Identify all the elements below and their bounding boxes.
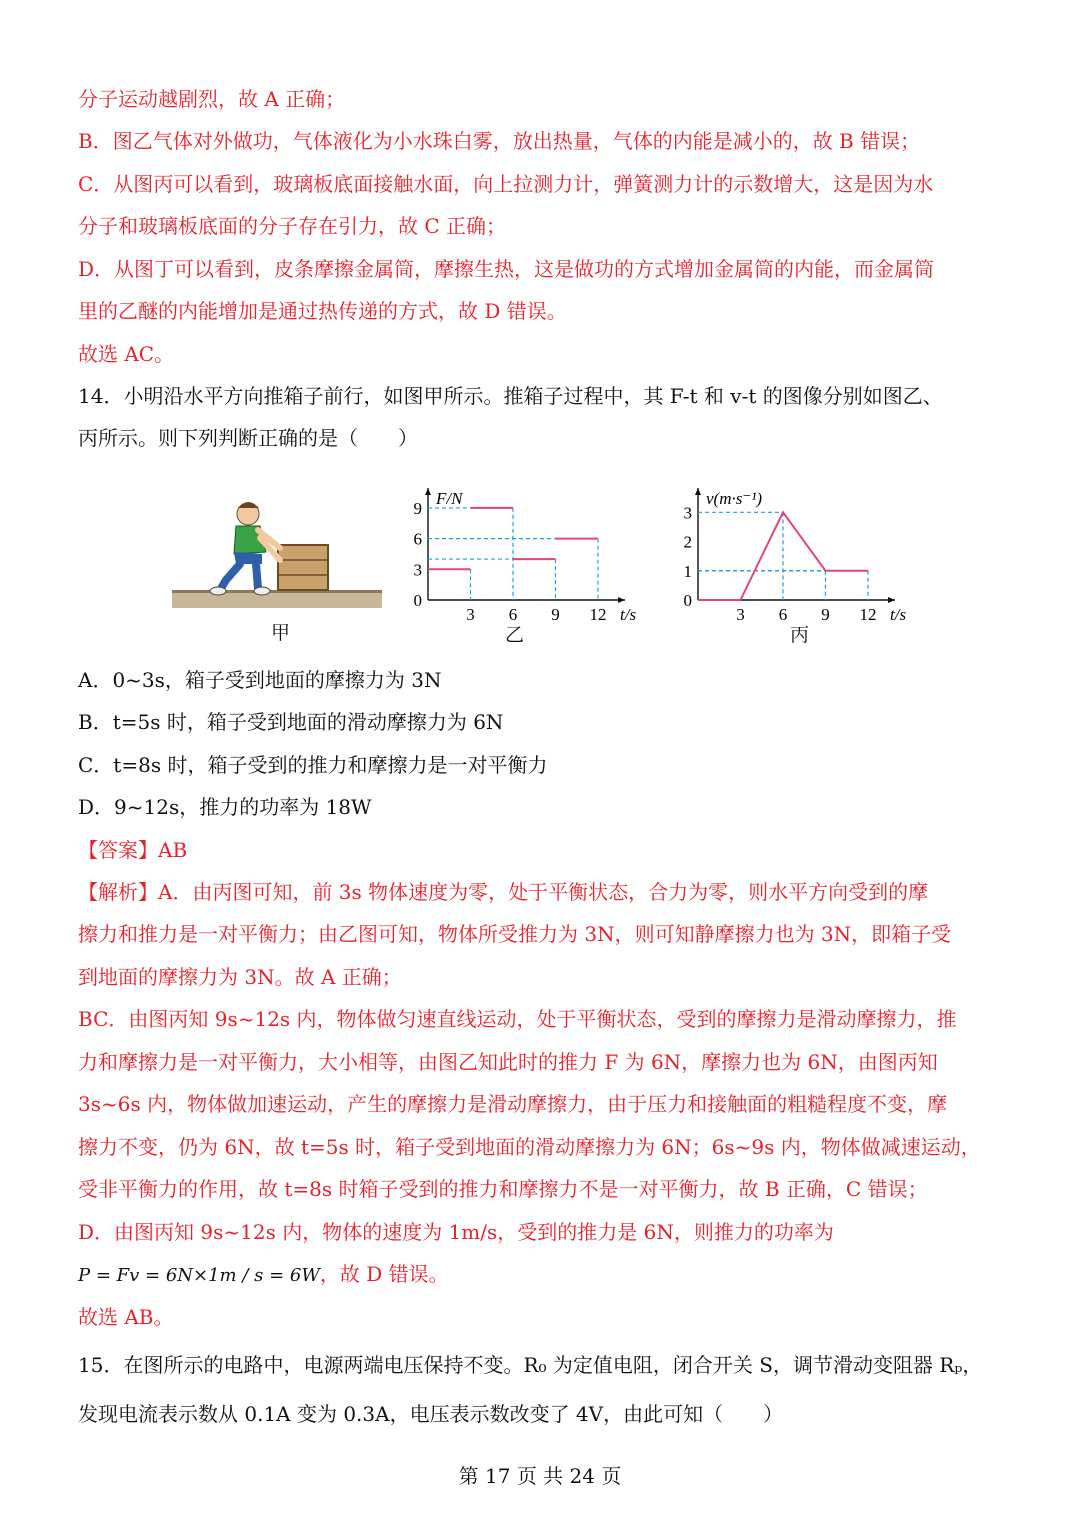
power-formula: P = Fv = 6N×1m / s = 6W <box>78 1265 320 1286</box>
q14-option-d: D．9~12s，推力的功率为 18W <box>78 795 372 819</box>
x-tick-label: 12 <box>859 605 877 620</box>
prev-solution-line-c2: 分子和玻璃板底面的分子存在引力，故 C 正确； <box>78 214 507 238</box>
q14-option-b: B．t=5s 时，箱子受到地面的滑动摩擦力为 6N <box>78 710 504 734</box>
q14-analysis-l3: 到地面的摩擦力为 3N。故 A 正确； <box>78 965 402 989</box>
q14-stem-line2: 丙所示。则下列判断正确的是（ ） <box>78 426 418 450</box>
x-tick-label: 6 <box>778 605 788 620</box>
q14-analysis-l2: 擦力和推力是一对平衡力；由乙图可知，物体所受推力为 3N，则可知静摩擦力也为 3N，即箱子受 <box>78 922 952 946</box>
q14-analysis-l9: D．由图丙知 9s~12s 内，物体的速度为 1m/s，受到的推力是 6N，则推力的功率为 <box>78 1220 834 1244</box>
x-tick-label: 9 <box>551 605 560 620</box>
x-tick-label: 3 <box>736 605 745 620</box>
y-axis-label: v(m·s⁻¹) <box>706 489 763 508</box>
x-axis-label: t/s <box>620 605 637 620</box>
power-formula-tail: ，故 D 错误。 <box>319 1262 449 1286</box>
q14-analysis-l8: 受非平衡力的作用，故 t=8s 时箱子受到的推力和摩擦力不是一对平衡力，故 B 正确，C 错误； <box>78 1177 928 1201</box>
prev-solution-conclusion: 故选 AC。 <box>78 342 175 366</box>
x-axis-arrow <box>888 597 895 603</box>
prev-solution-line-d2: 里的乙醚的内能增加是通过热传递的方式，故 D 错误。 <box>78 299 567 323</box>
x-axis-arrow <box>618 597 625 603</box>
figure-jia-illustration <box>170 490 385 612</box>
x-tick-label: 3 <box>466 605 475 620</box>
q14-analysis-l6: 3s~6s 内，物体做加速运动，产生的摩擦力是滑动摩擦力，由于压力和接触面的粗糙程度不变，摩 <box>78 1092 948 1116</box>
q14-analysis-l7: 擦力不变，仍为 6N，故 t=5s 时，箱子受到地面的滑动摩擦力为 6N；6s~9s 内，物体做减速运动， <box>78 1135 981 1159</box>
q14-answer: 【答案】AB <box>78 838 188 862</box>
x-axis-label: t/s <box>890 605 907 620</box>
y-axis-label: F/N <box>436 489 463 508</box>
q14-stem-line1: 14．小明沿水平方向推箱子前行，如图甲所示。推箱子过程中，其 F-t 和 v-t 的图像分别如图乙、 <box>78 384 943 408</box>
x-tick-label: 9 <box>821 605 830 620</box>
figure-bing-caption: 丙 <box>790 624 810 646</box>
q14-option-a: A．0~3s，箱子受到地面的摩擦力为 3N <box>78 668 442 692</box>
q14-analysis-l5: 力和摩擦力是一对平衡力，大小相等，由图乙知此时的推力 F 为 6N，摩擦力也为 6N，由图丙知 <box>78 1050 938 1074</box>
y-tick-label: 0 <box>683 591 692 610</box>
page-footer: 第 17 页 共 24 页 <box>458 1464 622 1488</box>
q14-analysis-l1: 【解析】A．由丙图可知，前 3s 物体速度为零，处于平衡状态，合力为零，则水平方向受到的摩 <box>78 880 929 904</box>
y-tick-label: 3 <box>413 560 422 580</box>
figure-yi-caption: 乙 <box>505 624 525 646</box>
wooden-box <box>278 545 328 590</box>
y-axis-arrow <box>695 488 701 495</box>
y-axis-arrow <box>425 488 431 495</box>
y-tick-label: 9 <box>413 498 422 518</box>
x-tick-label: 6 <box>508 605 518 620</box>
chart-f-t <box>400 480 650 620</box>
prev-solution-line-a: 分子运动越剧烈，故 A 正确； <box>78 87 346 111</box>
figure-jia-caption: 甲 <box>271 622 291 644</box>
y-tick-label: 1 <box>683 561 692 581</box>
q14-analysis-l4: BC．由图丙知 9s~12s 内，物体做匀速直线运动，处于平衡状态，受到的摩擦力是滑动摩擦力，推 <box>78 1007 957 1031</box>
boy-figure <box>210 502 280 595</box>
y-tick-label: 2 <box>683 532 692 552</box>
q14-formula-line <box>78 1261 449 1289</box>
x-tick-label: 12 <box>589 605 607 620</box>
y-tick-label: 0 <box>413 591 422 610</box>
q15-stem-line2: 发现电流表示数从 0.1A 变为 0.3A，电压表示数改变了 4V，由此可知（ ） <box>78 1402 784 1426</box>
q14-option-c: C．t=8s 时，箱子受到的推力和摩擦力是一对平衡力 <box>78 753 548 777</box>
y-tick-label: 3 <box>683 503 692 523</box>
ground <box>172 592 382 608</box>
q15-stem-line1: 15．在图所示的电路中，电源两端电压保持不变。R₀ 为定值电阻，闭合开关 S，调节滑动变阻器 Rₚ， <box>78 1353 983 1377</box>
chart-v-t <box>670 480 920 620</box>
prev-solution-line-b: B．图乙气体对外做功，气体液化为小水珠白雾，放出热量，气体的内能是减小的，故 B 错误； <box>78 129 921 153</box>
y-tick-label: 6 <box>413 529 422 549</box>
prev-solution-line-c1: C．从图丙可以看到，玻璃板底面接触水面，向上拉测力计，弹簧测力计的示数增大，这是因为水 <box>78 172 934 196</box>
q14-analysis-conclusion: 故选 AB。 <box>78 1305 174 1329</box>
prev-solution-line-d1: D．从图丁可以看到，皮条摩擦金属筒，摩擦生热，这是做功的方式增加金属筒的内能，而金属筒 <box>78 257 935 281</box>
